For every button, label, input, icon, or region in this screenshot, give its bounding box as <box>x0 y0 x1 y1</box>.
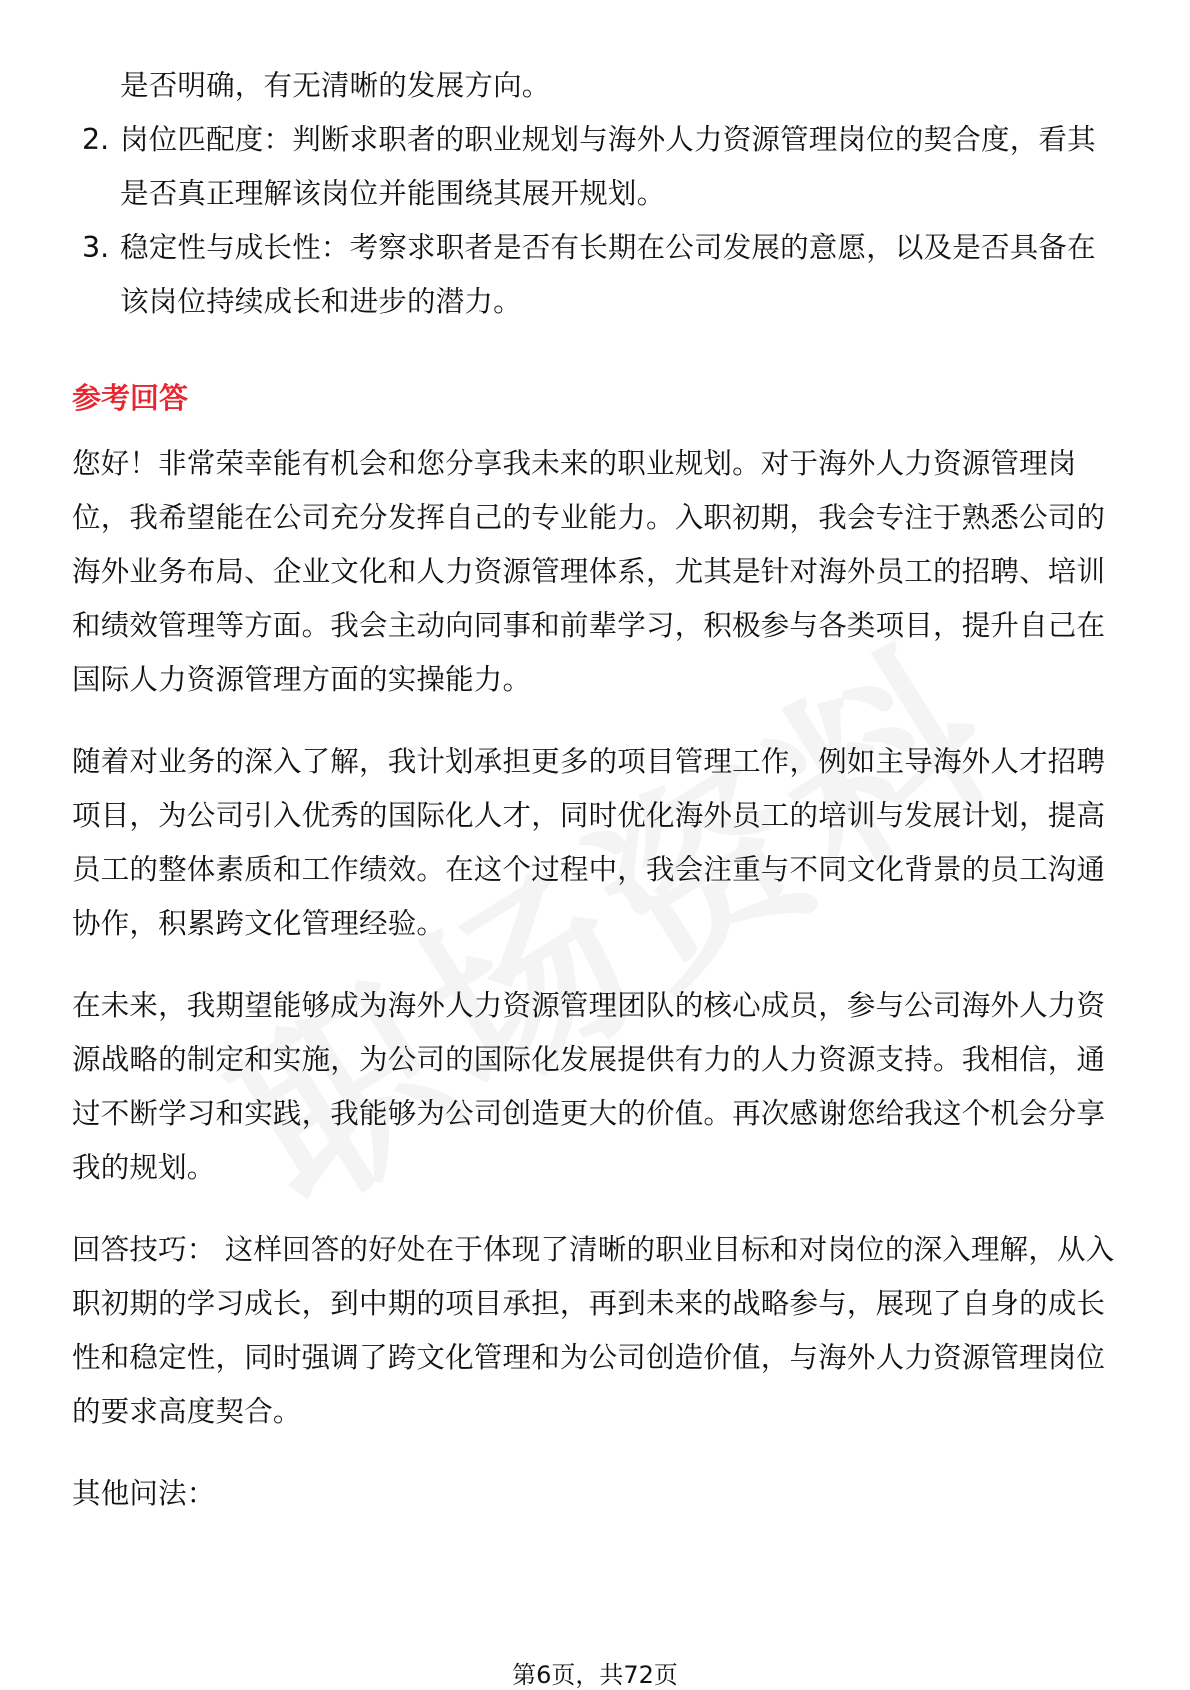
list-item-2-number: 2. <box>82 123 110 156</box>
list-item-2-line-2: 是否真正理解该岗位并能围绕其展开规划。 <box>120 177 666 210</box>
paragraph-3-line-2: 源战略的制定和实施，为公司的国际化发展提供有力的人力资源支持。我相信，通 <box>72 1043 1106 1076</box>
tips-line-4: 的要求高度契合。 <box>72 1395 302 1428</box>
paragraph-1-line-5: 国际人力资源管理方面的实操能力。 <box>72 663 532 696</box>
list-item-3-line-1: 稳定性与成长性：考察求职者是否有长期在公司发展的意愿，以及是否具备在 <box>120 231 1096 264</box>
paragraph-1-line-3: 海外业务布局、企业文化和人力资源管理体系，尤其是针对海外员工的招聘、培训 <box>72 555 1106 588</box>
paragraph-2-line-1: 随着对业务的深入了解，我计划承担更多的项目管理工作，例如主导海外人才招聘 <box>72 745 1106 778</box>
tips-line-2: 职初期的学习成长，到中期的项目承担，再到未来的战略参与，展现了自身的成长 <box>72 1287 1106 1320</box>
paragraph-3-line-3: 过不断学习和实践，我能够为公司创造更大的价值。再次感谢您给我这个机会分享 <box>72 1097 1106 1130</box>
list-item-3-number: 3. <box>82 231 110 264</box>
paragraph-2-line-2: 项目，为公司引入优秀的国际化人才，同时优化海外员工的培训与发展计划，提高 <box>72 799 1106 832</box>
tips-line-1: 回答技巧： 这样回答的好处在于体现了清晰的职业目标和对岗位的深入理解，从入 <box>72 1233 1115 1266</box>
section-heading: 参考回答 <box>72 381 189 415</box>
list-item-3-line-2: 该岗位持续成长和进步的潜力。 <box>120 285 522 318</box>
list-item-2-line-1: 岗位匹配度：判断求职者的职业规划与海外人力资源管理岗位的契合度，看其 <box>120 123 1096 156</box>
paragraph-3-line-4: 我的规划。 <box>72 1151 216 1184</box>
paragraph-1-line-1: 您好！非常荣幸能有机会和您分享我未来的职业规划。对于海外人力资源管理岗 <box>72 447 1077 480</box>
tips-line-3: 性和稳定性，同时强调了跨文化管理和为公司创造价值，与海外人力资源管理岗位 <box>72 1341 1106 1374</box>
list-item-1-line-2: 是否明确，有无清晰的发展方向。 <box>120 69 551 102</box>
paragraph-1-line-4: 和绩效管理等方面。我会主动向同事和前辈学习，积极参与各类项目，提升自己在 <box>72 609 1106 642</box>
page-number-footer: 第6页，共72页 <box>512 1661 678 1689</box>
paragraph-1-line-2: 位，我希望能在公司充分发挥自己的专业能力。入职初期，我会专注于熟悉公司的 <box>72 501 1106 534</box>
paragraph-2-line-4: 协作，积累跨文化管理经验。 <box>72 907 446 940</box>
paragraph-3-line-1: 在未来，我期望能够成为海外人力资源管理团队的核心成员，参与公司海外人力资 <box>72 989 1106 1022</box>
paragraph-2-line-3: 员工的整体素质和工作绩效。在这个过程中，我会注重与不同文化背景的员工沟通 <box>72 853 1106 886</box>
other-questions-label: 其他问法： <box>72 1477 216 1510</box>
